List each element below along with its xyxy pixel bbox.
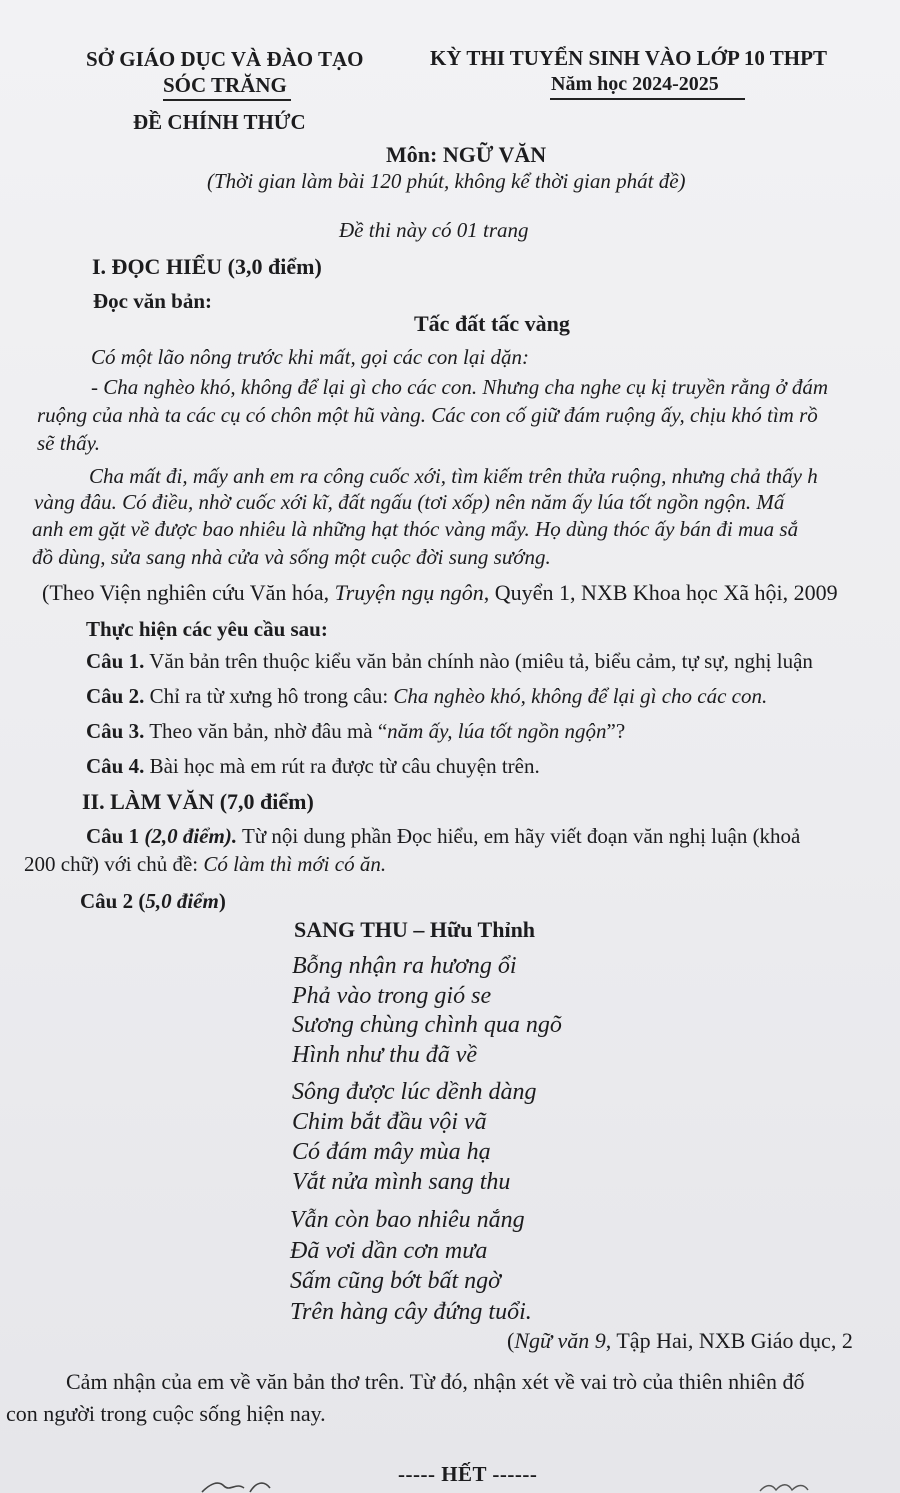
province-name: SÓC TRĂNG (163, 73, 287, 97)
part1-heading: I. ĐỌC HIỂU (3,0 điểm) (92, 254, 322, 279)
poem-line: Đã vơi dần cơn mưa (290, 1237, 488, 1264)
story-line: vàng đâu. Có điều, nhờ cuốc xới kĩ, đất ngấu (tơi xốp) nên năm ấy lúa tốt ngồn ngộn. Mấ (34, 490, 785, 514)
poem-line: Trên hàng cây đứng tuổi. (290, 1298, 532, 1325)
poem-line: Chim bắt đầu vội vã (292, 1109, 487, 1135)
poem-line: Bỗng nhận ra hương ổi (292, 953, 517, 979)
question-2: Câu 2. Chỉ ra từ xưng hô trong câu: Cha nghèo khó, không để lại gì cho các con. (86, 684, 768, 708)
question-1: Câu 1. Văn bản trên thuộc kiểu văn bản chính nào (miêu tả, biểu cảm, tự sự, nghị luận (86, 649, 813, 673)
poem-stanza-1 (292, 952, 562, 1070)
story-source: (Theo Viện nghiên cứu Văn hóa, Truyện ngụ ngôn, Quyển 1, NXB Khoa học Xã hội, 2009 (42, 580, 838, 605)
subject-title: Môn: NGỮ VĂN (386, 142, 547, 167)
poem-stanza-3 (290, 1205, 532, 1327)
end-mark: ----- HẾT ------ (398, 1462, 538, 1486)
school-year-underline (550, 98, 745, 100)
province-underline (163, 99, 291, 101)
exam-title: KỲ THI TUYỂN SINH VÀO LỚP 10 THPT (430, 46, 827, 70)
writing-question-2: Câu 2 (5,0 điểm) (80, 889, 226, 913)
school-year: Năm học 2024-2025 (551, 73, 719, 95)
poem-line: Sương chùng chình qua ngõ (292, 1012, 562, 1038)
pen-scribble-mark (200, 1474, 290, 1493)
department-name: SỞ GIÁO DỤC VÀ ĐÀO TẠO (86, 47, 364, 71)
poem-line: Sấm cũng bớt bất ngờ (290, 1268, 501, 1294)
read-label: Đọc văn bản: (93, 289, 213, 313)
poem-stanza-2 (292, 1077, 537, 1197)
writing-question-1-cont: 200 chữ) với chủ đề: Có làm thì mới có ăn. (24, 852, 387, 876)
story-line: ruộng của nhà ta các cụ có chôn một hũ vàng. Các con cố giữ đám ruộng ấy, chịu khó tìm rồ (37, 403, 818, 427)
final-prompt-line-1: Cảm nhận của em về văn bản thơ trên. Từ đó, nhận xét về vai trò của thiên nhiên đố (66, 1369, 805, 1394)
story-line: Có một lão nông trước khi mất, gọi các con lại dặn: (91, 345, 529, 369)
question-3: Câu 3. Theo văn bản, nhờ đâu mà “năm ấy, lúa tốt ngồn ngộn”? (86, 719, 626, 743)
poem-line: Vắt nửa mình sang thu (292, 1169, 511, 1195)
pages-note: Đề thi này có 01 trang (339, 218, 529, 242)
story-title: Tấc đất tấc vàng (414, 311, 570, 336)
question-4: Câu 4. Bài học mà em rút ra được từ câu chuyện trên. (86, 754, 540, 778)
pen-scribble-mark (758, 1478, 828, 1493)
official-label: ĐỀ CHÍNH THỨC (133, 110, 306, 134)
poem-line: Phả vào trong gió se (292, 982, 492, 1009)
time-note: (Thời gian làm bài 120 phút, không kể thời gian phát đề) (207, 169, 686, 193)
poem-line: Vẫn còn bao nhiêu nắng (290, 1207, 525, 1233)
part2-heading: II. LÀM VĂN (7,0 điểm) (82, 789, 314, 814)
poem-line: Sông được lúc dềnh dàng (292, 1079, 537, 1105)
story-line: anh em gặt về được bao nhiêu là những hạt thóc vàng mẩy. Họ dùng thóc ấy bán đi mua sắ (32, 517, 799, 541)
writing-question-1: Câu 1 (2,0 điểm). Từ nội dung phần Đọc hiểu, em hãy viết đoạn văn nghị luận (khoả (86, 824, 801, 848)
story-line: Cha mất đi, mấy anh em ra công cuốc xới, tìm kiếm trên thửa ruộng, nhưng chả thấy h (89, 464, 818, 488)
poem-title: SANG THU – Hữu Thỉnh (294, 917, 536, 942)
final-prompt-line-2: con người trong cuộc sống hiện nay. (6, 1401, 326, 1426)
story-line: đồ dùng, sửa sang nhà cửa và sống một cuộc đời sung sướng. (32, 545, 551, 569)
poem-line: Hình như thu đã về (292, 1041, 478, 1068)
poem-line: Có đám mây mùa hạ (292, 1139, 491, 1165)
story-line: sẽ thấy. (37, 431, 100, 455)
task-label: Thực hiện các yêu cầu sau: (86, 617, 328, 641)
story-line: - Cha nghèo khó, không để lại gì cho các con. Nhưng cha nghe cụ kị truyền rằng ở đám (91, 375, 829, 399)
poem-source: (Ngữ văn 9, Tập Hai, NXB Giáo dục, 2 (507, 1328, 853, 1353)
